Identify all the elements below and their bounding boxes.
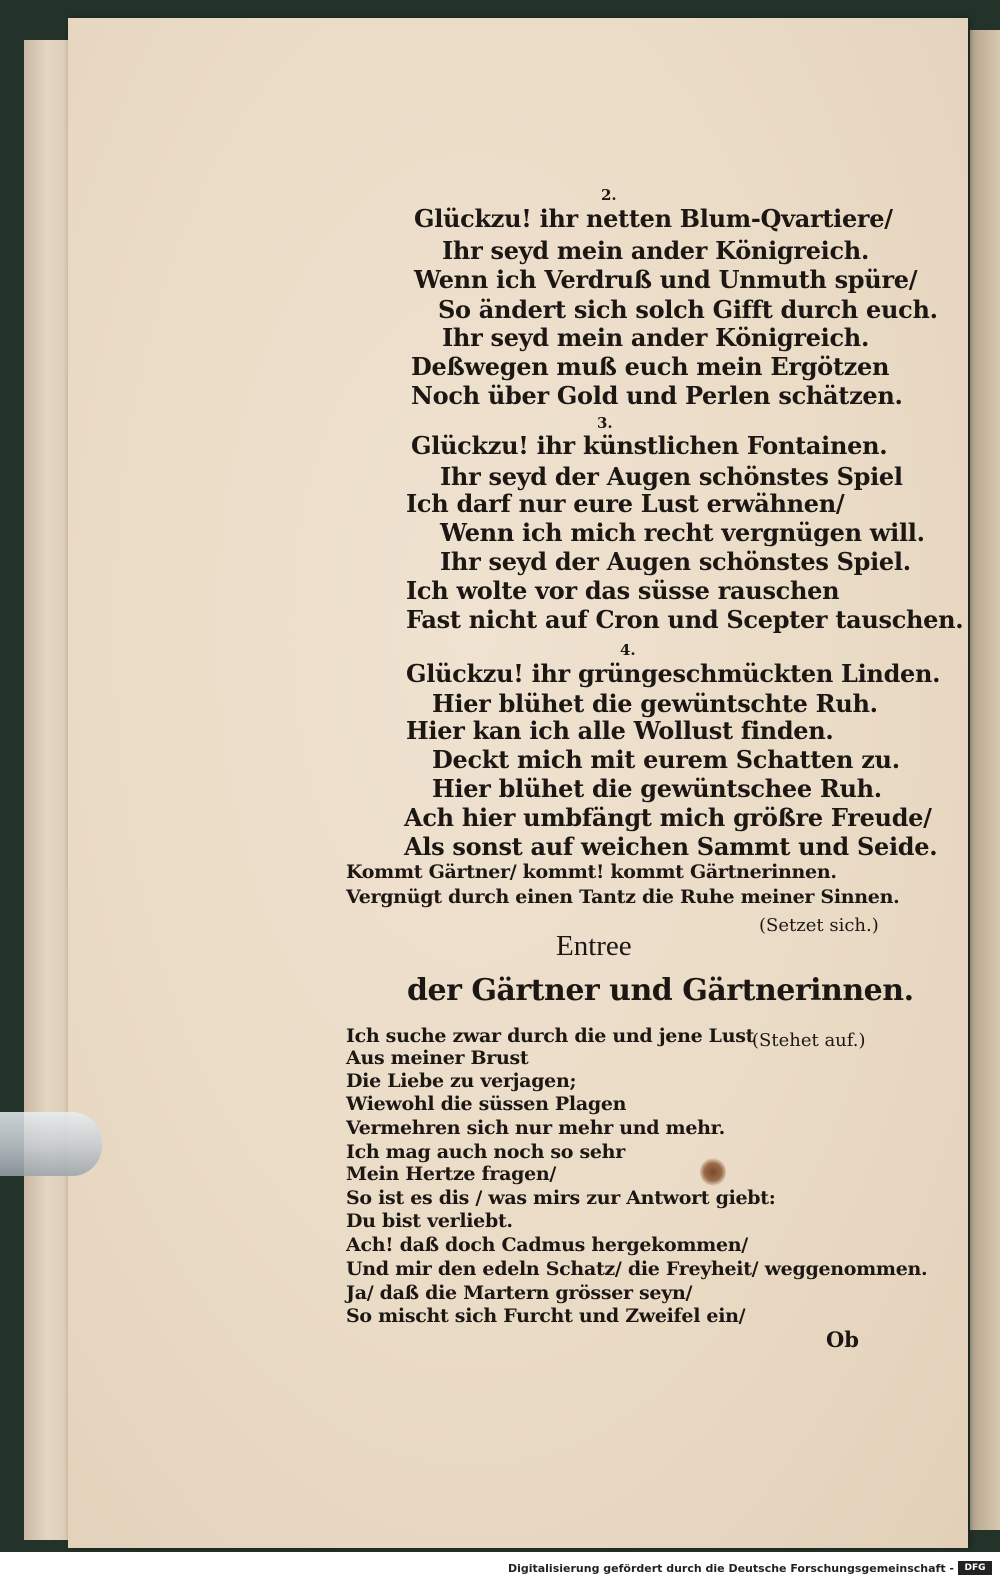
section-subtitle: der Gärtner und Gärtnerinnen.: [407, 973, 914, 1008]
verse-line: Ihr seyd der Augen schönstes Spiel.: [440, 547, 911, 576]
aria-line: Wiewohl die süssen Plagen: [346, 1093, 627, 1115]
aria-line: Und mir den edeln Schatz/ die Freyheit/ weggenommen.: [346, 1258, 928, 1280]
dfg-logo-icon: DFG: [958, 1561, 992, 1575]
stanza-number: 2.: [601, 186, 617, 204]
verse-line: Wenn ich mich recht vergnügen will.: [440, 518, 925, 547]
verse-line: Deßwegen muß euch mein Ergötzen: [411, 352, 890, 381]
call-line: Vergnügt durch einen Tantz die Ruhe meiner Sinnen.: [346, 886, 900, 908]
verse-line: Fast nicht auf Cron und Scepter tauschen.: [406, 605, 964, 634]
aria-line: Ach! daß doch Cadmus hergekommen/: [346, 1234, 748, 1256]
verse-line: Ihr seyd mein ander Königreich.: [442, 323, 870, 352]
aria-line: So ist es dis / was mirs zur Antwort giebt:: [346, 1187, 776, 1209]
verse-line: Ihr seyd mein ander Königreich.: [442, 236, 870, 265]
verse-line: Ach hier umbfängt mich größre Freude/: [404, 803, 932, 832]
catchword: Ob: [826, 1327, 859, 1352]
aria-line: Die Liebe zu verjagen;: [346, 1070, 577, 1092]
verse-line: Wenn ich Verdruß und Unmuth spüre/: [414, 265, 918, 294]
verse-line: Ich darf nur eure Lust erwähnen/: [406, 489, 845, 518]
section-title: Entree: [556, 930, 632, 962]
verse-line: Noch über Gold und Perlen schätzen.: [411, 381, 903, 410]
verse-line: Glückzu! ihr künstlichen Fontainen.: [411, 431, 888, 460]
call-line: Kommt Gärtner/ kommt! kommt Gärtnerinnen.: [346, 861, 837, 883]
verse-line: Hier blühet die gewüntschee Ruh.: [432, 774, 882, 803]
stage-direction: (Stehet auf.): [752, 1030, 866, 1051]
verse-line: Hier kan ich alle Wollust finden.: [406, 716, 834, 745]
aria-line: Du bist verliebt.: [346, 1210, 513, 1232]
verse-line: Glückzu! ihr netten Blum-Qvartiere/: [414, 204, 893, 233]
footer-credit: Digitalisierung gefördert durch die Deutsche Forschungsgemeinschaft -: [507, 1562, 954, 1575]
aria-line: Ich suche zwar durch die und jene Lust: [346, 1025, 755, 1047]
verse-line: Deckt mich mit eurem Schatten zu.: [432, 745, 900, 774]
verse-line: Ich wolte vor das süsse rauschen: [406, 576, 840, 605]
aria-line: So mischt sich Furcht und Zweifel ein/: [346, 1305, 746, 1327]
aria-line: Mein Hertze fragen/: [346, 1163, 557, 1185]
stage-direction: (Setzet sich.): [759, 915, 879, 936]
verse-line: So ändert sich solch Gifft durch euch.: [438, 295, 938, 324]
verse-line: Hier blühet die gewüntschte Ruh.: [432, 689, 878, 718]
scan-holder-tab: [0, 1112, 102, 1176]
stanza-number: 4.: [620, 641, 636, 659]
verse-line: Als sonst auf weichen Sammt und Seide.: [404, 832, 938, 861]
aria-line: Aus meiner Brust: [346, 1047, 529, 1069]
ink-stain: [700, 1158, 726, 1186]
aria-line: Vermehren sich nur mehr und mehr.: [346, 1117, 725, 1139]
verse-line: Glückzu! ihr grüngeschmückten Linden.: [406, 659, 941, 688]
right-page-edge: [970, 30, 1000, 1530]
aria-line: Ja/ daß die Martern grösser seyn/: [346, 1282, 693, 1304]
footer-bar: [0, 1552, 1000, 1586]
verse-line: Ihr seyd der Augen schönstes Spiel: [440, 462, 903, 491]
stanza-number: 3.: [597, 414, 613, 432]
aria-line: Ich mag auch noch so sehr: [346, 1141, 625, 1163]
